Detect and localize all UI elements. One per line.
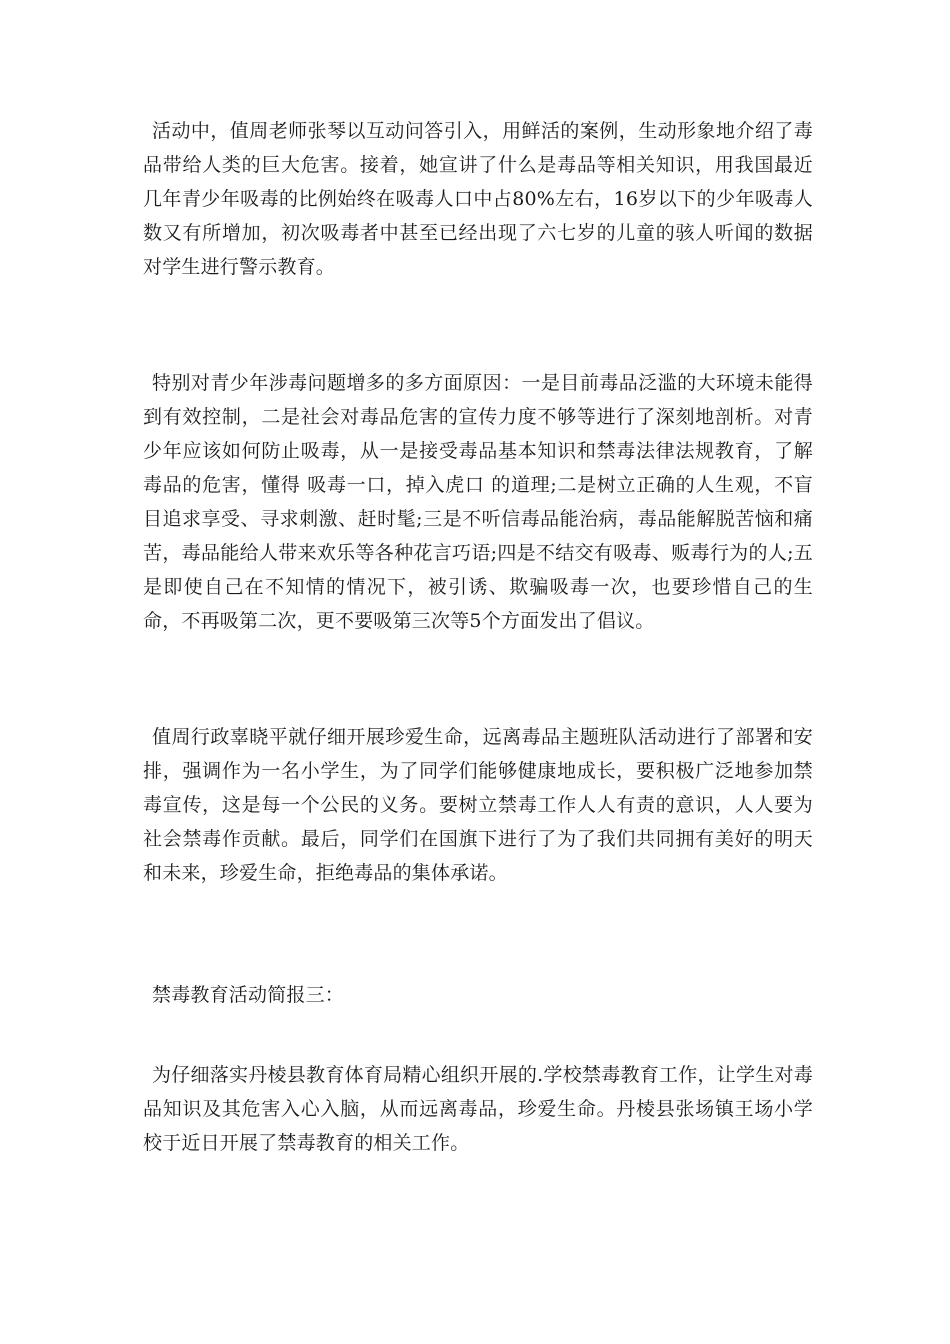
paragraph-report-three: 为仔细落实丹棱县教育体育局精心组织开展的.学校禁毒教育工作，让学生对毒品知识及其危害入心入脑，从而远离毒品，珍爱生命。丹棱县张场镇王场小学校于近日开展了禁毒教育的相关工作。	[143, 1064, 813, 1154]
section-heading: 禁毒教育活动简报三：	[152, 984, 345, 1006]
paragraph-causes-and-advice: 特别对青少年涉毒问题增多的多方面原因：一是目前毒品泛滥的大环境未能得到有效控制，二是社会对毒品危害的宣传力度不够等进行了深刻地剖析。对青少年应该如何防止吸毒，从一是接受毒品基本知识和禁毒法律法规教育，了解毒品的危害，懂得 吸毒一口，掉入虎口 的道理;二是树立正确的人生观，不盲目追求享受、寻求刺激、赶时髦;三是不听信毒品能治病，毒品能解脱苦恼和痛苦，毒品能给人带来欢乐等各种花言巧语;四是不结交有吸毒、贩毒行为的人;五是即使自己在不知情的情况下，被引诱、欺骗吸毒一次，也要珍惜自己的生命，不再吸第二次，更不要吸第三次等5个方面发出了倡议。	[143, 372, 813, 632]
paragraph-activity-intro: 活动中，值周老师张琴以互动问答引入，用鲜活的案例，生动形象地介绍了毒品带给人类的巨大危害。接着，她宣讲了什么是毒品等相关知识，用我国最近几年青少年吸毒的比例始终在吸毒人口中占80%左右，16岁以下的少年吸毒人数又有所增加，初次吸毒者中甚至已经出现了六七岁的儿童的骇人听闻的数据对学生进行警示教育。	[143, 120, 813, 278]
paragraph-deployment: 值周行政辜晓平就仔细开展珍爱生命，远离毒品主题班队活动进行了部署和安排，强调作为一名小学生，为了同学们能够健康地成长，要积极广泛地参加禁毒宣传，这是每一个公民的义务。要树立禁毒工作人人有责的意识，人人要为社会禁毒作贡献。最后，同学们在国旗下进行了为了我们共同拥有美好的明天和未来，珍爱生命，拒绝毒品的集体承诺。	[143, 726, 813, 884]
